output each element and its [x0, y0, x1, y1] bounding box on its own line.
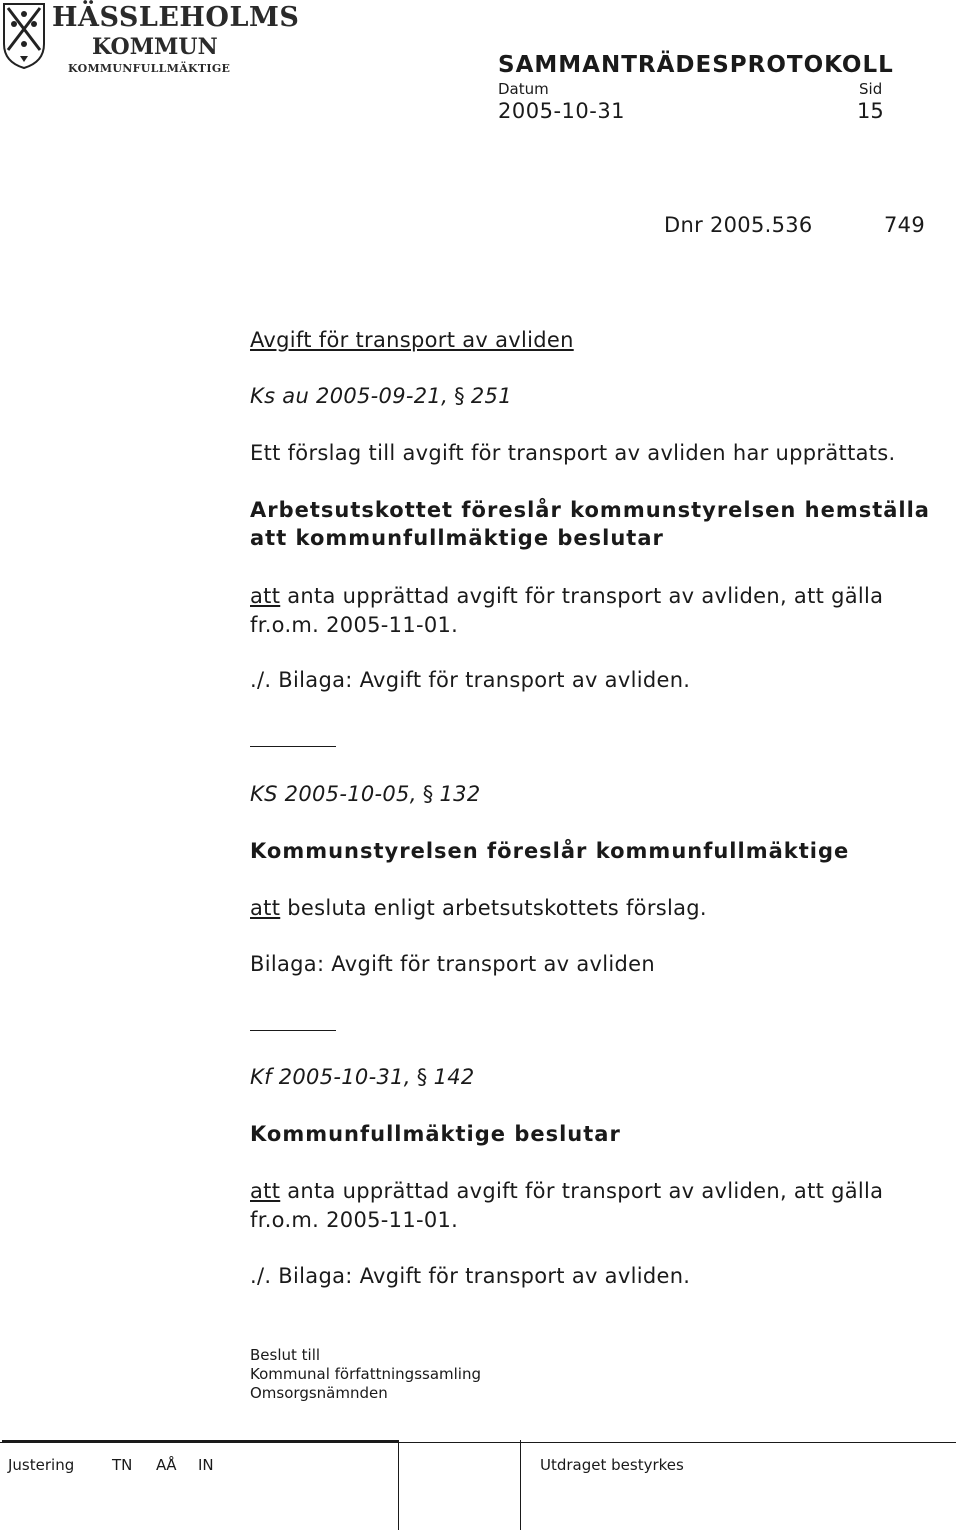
section-sign-icon: § — [416, 1065, 428, 1089]
footer-left-rule — [2, 1440, 398, 1443]
footer-divider-2 — [520, 1440, 521, 1530]
section-sign-icon: § — [454, 384, 465, 408]
municipality-logo — [0, 0, 300, 80]
att-keyword: att — [250, 896, 281, 920]
meeting-date: 2005-10-31 — [498, 99, 626, 123]
footer-divider-1 — [398, 1440, 399, 1530]
footer-utdraget-label: Utdraget bestyrkes — [540, 1456, 684, 1474]
distribution-item: Omsorgsnämnden — [250, 1384, 388, 1402]
date-label: Datum — [498, 80, 549, 98]
decision-text: anta upprättad avgift för transport av avliden, att gälla — [280, 1179, 884, 1203]
attachment-note-1: ./. Bilaga: Avgift för transport av avliden. — [250, 668, 691, 692]
decision-att-1-cont: fr.o.m. 2005-11-01. — [250, 613, 459, 637]
section-title: Avgift för transport av avliden — [250, 328, 574, 352]
decision-att-1 — [250, 584, 883, 608]
reference-kf — [250, 1065, 475, 1089]
section-sign-icon: § — [422, 782, 434, 806]
footer-initials-in: IN — [198, 1456, 214, 1474]
att-keyword: att — [250, 1179, 281, 1203]
document-title: SAMMANTRÄDESPROTOKOLL — [498, 52, 894, 78]
ks-proposal: Kommunstyrelsen föreslår kommunfullmäktige — [250, 839, 850, 863]
decision-att-2 — [250, 896, 707, 920]
divider-2 — [250, 1030, 336, 1031]
reference-number: 142 — [433, 1065, 475, 1089]
diary-number: Dnr 2005.536 — [664, 213, 813, 237]
attachment-note-3: ./. Bilaga: Avgift för transport av avliden. — [250, 1264, 691, 1288]
reference-ks-au — [250, 384, 512, 408]
paragraph-number: 749 — [884, 213, 925, 237]
footer-justering-label: Justering — [8, 1456, 75, 1474]
logo-line-3: KOMMUNFULLMÄKTIGE — [68, 62, 231, 75]
attachment-note-2: Bilaga: Avgift för transport av avliden — [250, 952, 656, 976]
reference-number: 251 — [470, 384, 512, 408]
reference-text: Ks au 2005-09-21, — [250, 384, 449, 408]
reference-text: Kf 2005-10-31, — [250, 1065, 411, 1089]
au-proposal-line-1: Arbetsutskottet föreslår kommunstyrelsen hemställa — [250, 498, 930, 522]
distribution-label: Beslut till — [250, 1346, 321, 1364]
divider-1 — [250, 746, 336, 747]
reference-ks — [250, 782, 481, 806]
reference-number: 132 — [439, 782, 481, 806]
page-number: 15 — [857, 99, 884, 123]
footer-initials-aa: AÅ — [156, 1456, 177, 1474]
att-keyword: att — [250, 584, 281, 608]
decision-att-3 — [250, 1179, 883, 1203]
logo-line-2: KOMMUN — [92, 34, 218, 60]
decision-text: besluta enligt arbetsutskottets förslag. — [280, 896, 707, 920]
au-proposal-line-2: att kommunfullmäktige beslutar — [250, 526, 664, 550]
reference-text: KS 2005-10-05, — [250, 782, 417, 806]
logo-line-1: HÄSSLEHOLMS — [52, 2, 300, 33]
coat-of-arms-icon — [2, 2, 46, 70]
distribution-item: Kommunal författningssamling — [250, 1365, 481, 1383]
intro-text: Ett förslag till avgift för transport av avliden har upprättats. — [250, 441, 896, 465]
decision-att-3-cont: fr.o.m. 2005-11-01. — [250, 1208, 459, 1232]
page-label: Sid — [859, 80, 883, 98]
decision-text: anta upprättad avgift för transport av avliden, att gälla — [280, 584, 884, 608]
kf-decision: Kommunfullmäktige beslutar — [250, 1122, 621, 1146]
footer-initials-tn: TN — [112, 1456, 133, 1474]
